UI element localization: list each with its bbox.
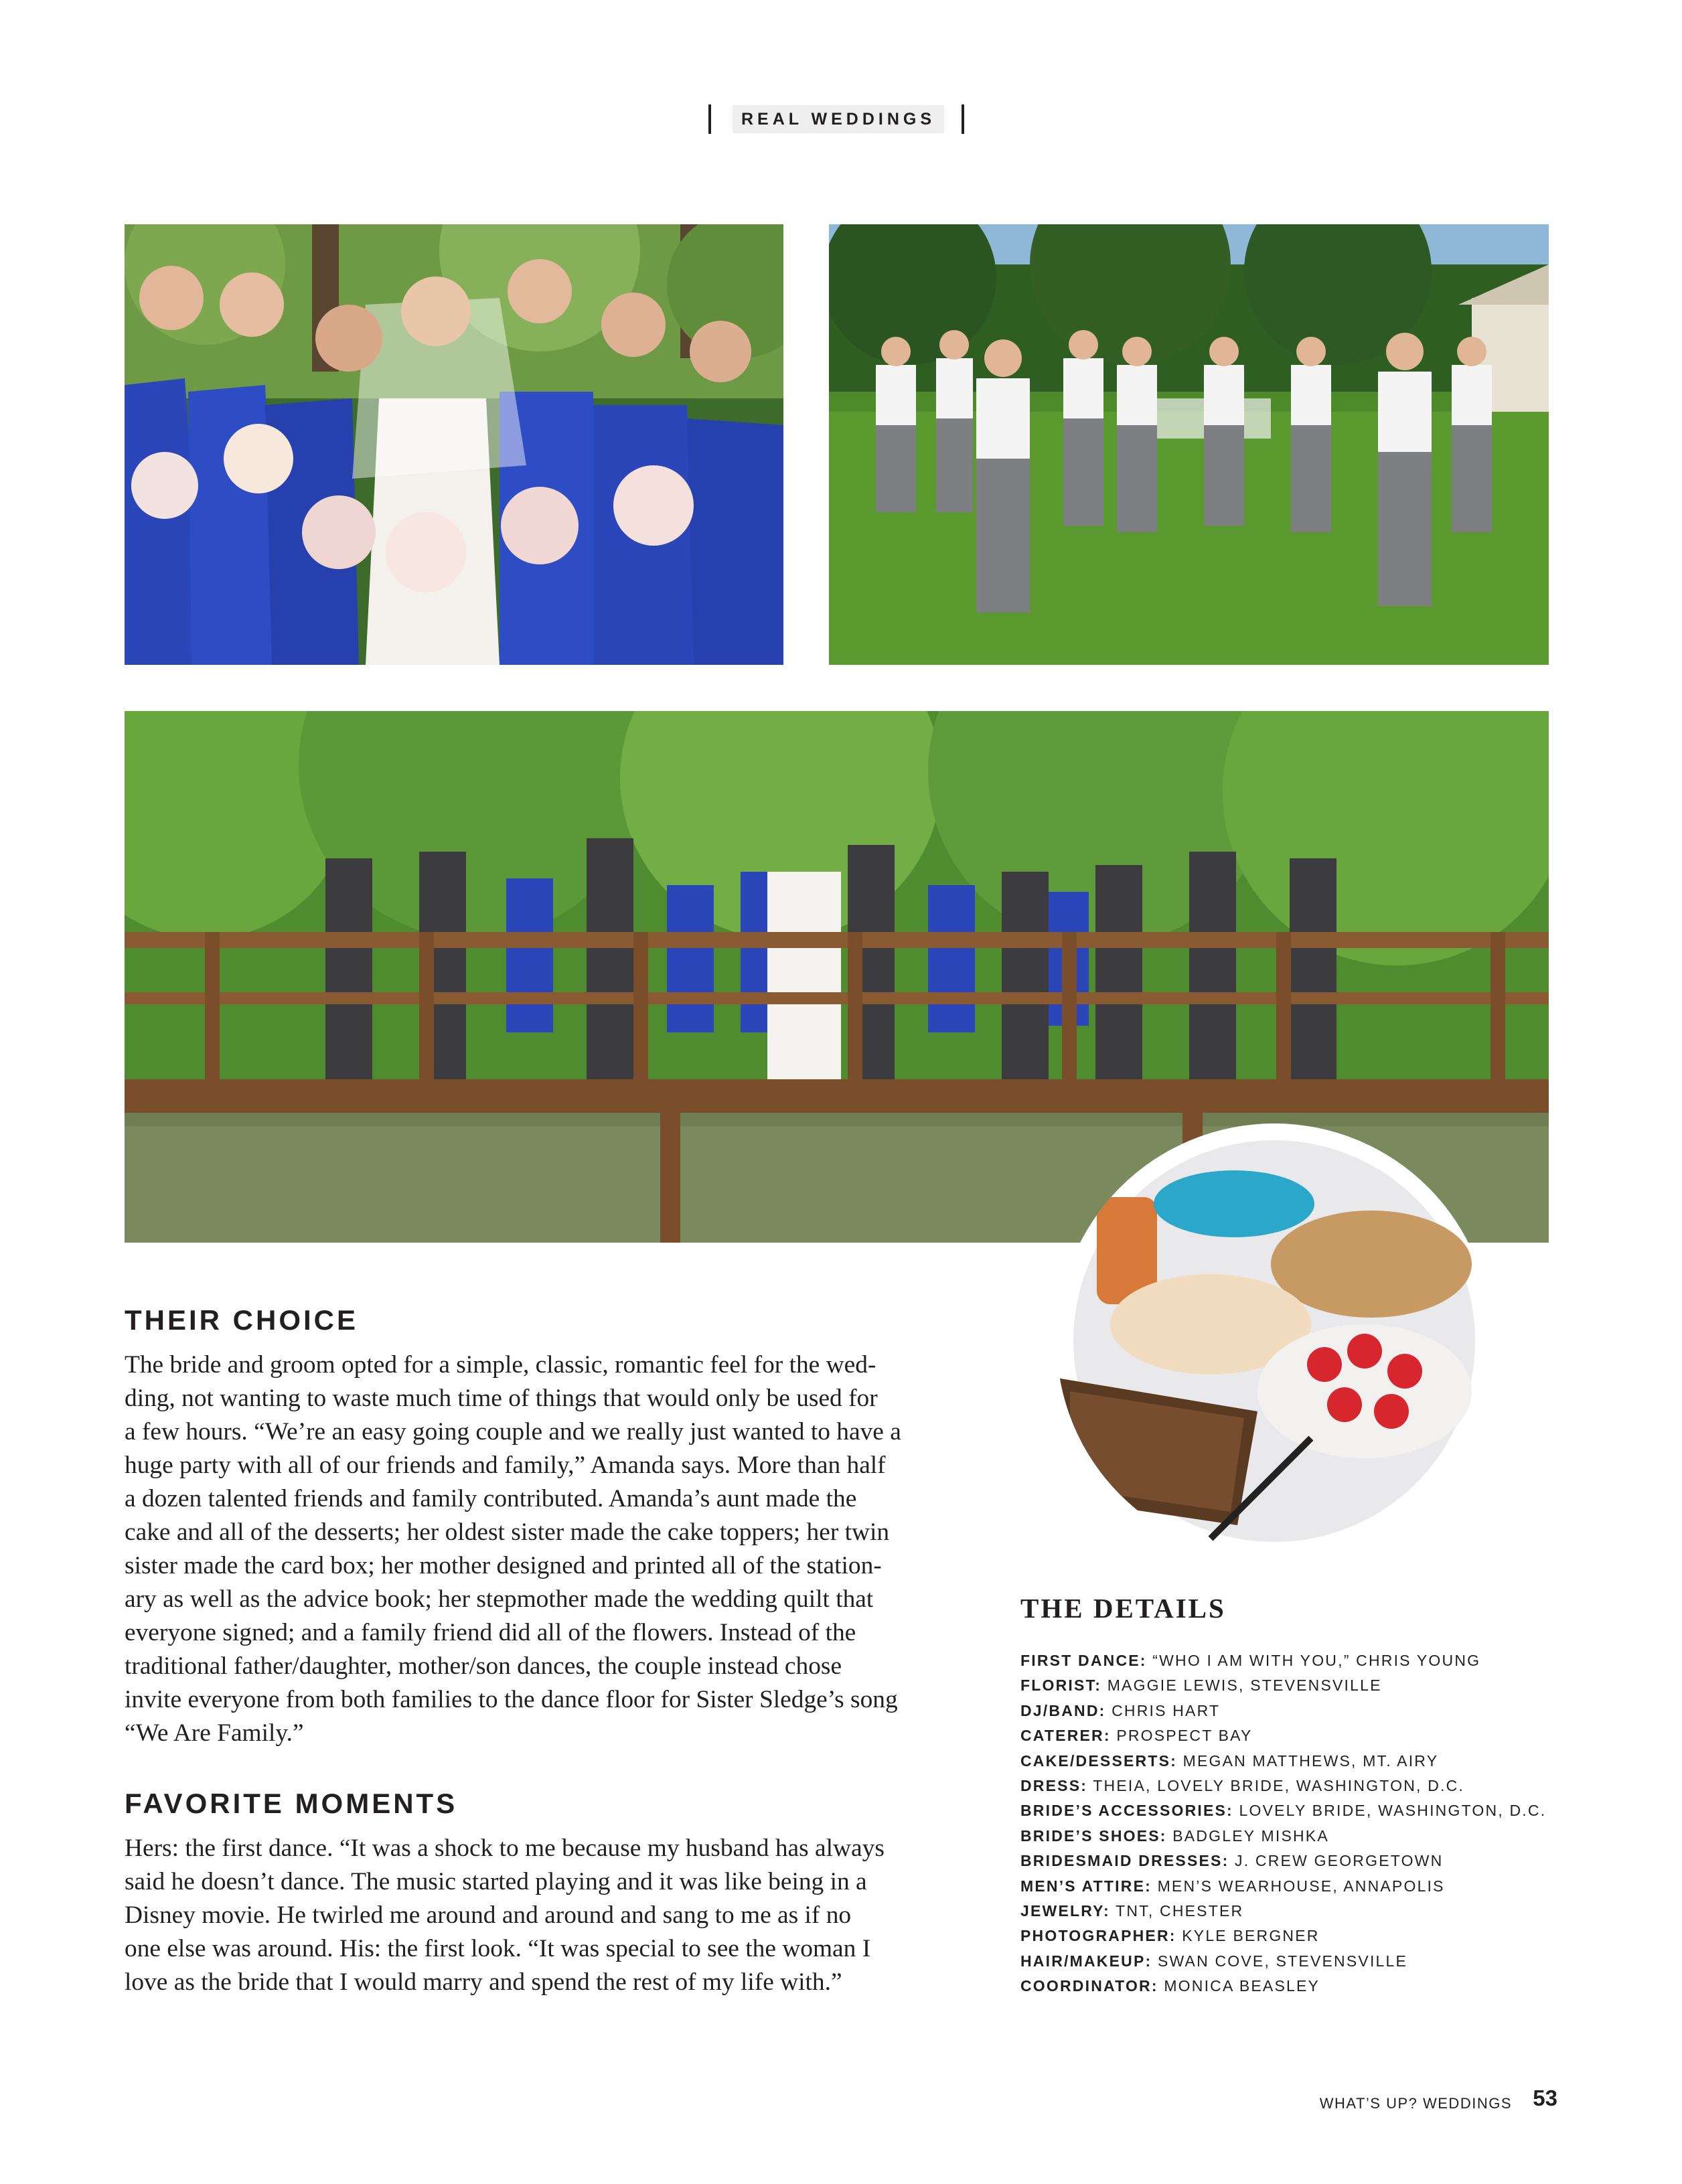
details-value: MEGAN MATTHEWS, MT. AIRY [1182,1751,1439,1770]
details-item [1020,1749,1596,1774]
details-item [1020,1974,1596,1999]
details-item [1020,1824,1596,1849]
details-label: DRESS: [1020,1777,1088,1795]
details-label: DJ/BAND: [1020,1701,1106,1719]
their-choice-line: cake and all of the desserts; her oldest sister made the cake toppers; her twin [125,1518,890,1546]
favorite-moments-body [125,1832,964,1999]
details-item [1020,1723,1596,1748]
details-item [1020,1899,1596,1924]
details-item [1020,1949,1596,1974]
details-list [1020,1648,1596,1999]
page-number: 53 [1533,2086,1557,2110]
details-item [1020,1774,1596,1798]
their-choice-heading: THEIR CHOICE [125,1304,359,1336]
section-tag: REAL WEDDINGS [733,105,944,133]
their-choice-line: traditional father/daughter, mother/son dances, the couple instead chose [125,1652,842,1680]
details-label: BRIDE’S SHOES: [1020,1826,1167,1845]
their-choice-line: ding, not wanting to waste much time of things that would only be used for [125,1385,878,1412]
favorite-moments-line: Hers: the first dance. “It was a shock to me because my husband has always [125,1835,885,1862]
header-rule-right [962,104,964,134]
their-choice-line: ary as well as the advice book; her stepmother made the wedding quilt that [125,1585,874,1613]
details-label: FLORIST: [1020,1676,1102,1695]
favorite-moments-line: said he doesn’t dance. The music started playing and it was like being in a [125,1868,867,1895]
details-value: LOVELY BRIDE, WASHINGTON, D.C. [1239,1802,1547,1820]
their-choice-line: huge party with all of our friends and family,” Amanda says. More than half [125,1452,886,1479]
favorite-moments-line: one else was around. His: the first look. “It was special to see the woman I [125,1935,871,1962]
details-label: FIRST DANCE: [1020,1652,1147,1669]
details-value: MAGGIE LEWIS, STEVENSVILLE [1107,1676,1382,1695]
their-choice-line: The bride and groom opted for a simple, classic, romantic feel for the wed- [125,1351,876,1379]
details-label: BRIDE’S ACCESSORIES: [1020,1802,1233,1820]
details-value: CHRIS HART [1112,1701,1221,1719]
details-item [1020,1648,1596,1673]
details-label: CAKE/DESSERTS: [1020,1751,1177,1770]
details-value: MONICA BEASLEY [1164,1977,1320,1995]
their-choice-body [125,1348,964,1750]
their-choice-line: everyone signed; and a family friend did all of the flowers. Instead of the [125,1619,856,1646]
bridesmaids-photo [125,224,783,665]
groomsmen-photo [829,224,1549,665]
favorite-moments-heading: FAVORITE MOMENTS [125,1788,458,1819]
details-value: SWAN COVE, STEVENSVILLE [1157,1952,1408,1970]
details-value: THEIA, LOVELY BRIDE, WASHINGTON, D.C. [1093,1777,1464,1795]
details-label: BRIDESMAID DRESSES: [1020,1852,1229,1870]
favorite-moments-line: love as the bride that I would marry and spend the rest of my life with.” [125,1968,842,1996]
details-value: BADGLEY MISHKA [1172,1826,1329,1845]
details-item [1020,1849,1596,1873]
details-label: CATERER: [1020,1727,1111,1745]
header-rule-left [708,104,711,134]
details-item [1020,1673,1596,1698]
details-label: JEWELRY: [1020,1902,1110,1920]
their-choice-line: invite everyone from both families to the dance floor for Sister Sledge’s song [125,1686,898,1713]
details-label: MEN’S ATTIRE: [1020,1877,1152,1895]
their-choice-line: a dozen talented friends and family contributed. Amanda’s aunt made the [125,1485,857,1512]
details-value: PROSPECT BAY [1116,1727,1253,1745]
details-value: “WHO I AM WITH YOU,” CHRIS YOUNG [1152,1652,1481,1669]
details-value: J. CREW GEORGETOWN [1235,1852,1444,1870]
details-value: TNT, CHESTER [1116,1902,1244,1920]
details-value: KYLE BERGNER [1182,1927,1320,1945]
details-item [1020,1699,1596,1723]
dessert-table-photo [1057,1123,1492,1559]
details-label: HAIR/MAKEUP: [1020,1952,1152,1970]
publication-name: WHAT’S UP? WEDDINGS [1319,2095,1512,2112]
details-item [1020,1874,1596,1899]
details-item [1020,1798,1596,1823]
their-choice-line: a few hours. “We’re an easy going couple and we really just wanted to have a [125,1418,901,1446]
details-label: COORDINATOR: [1020,1977,1158,1995]
details-label: PHOTOGRAPHER: [1020,1927,1176,1945]
details-value: MEN’S WEARHOUSE, ANNAPOLIS [1157,1877,1445,1895]
their-choice-line: sister made the card box; her mother designed and printed all of the station- [125,1552,882,1579]
details-title: THE DETAILS [1020,1593,1226,1624]
details-item [1020,1924,1596,1948]
favorite-moments-line: Disney movie. He twirled me around and around and sang to me as if no [125,1901,852,1929]
their-choice-line: “We Are Family.” [125,1719,304,1747]
